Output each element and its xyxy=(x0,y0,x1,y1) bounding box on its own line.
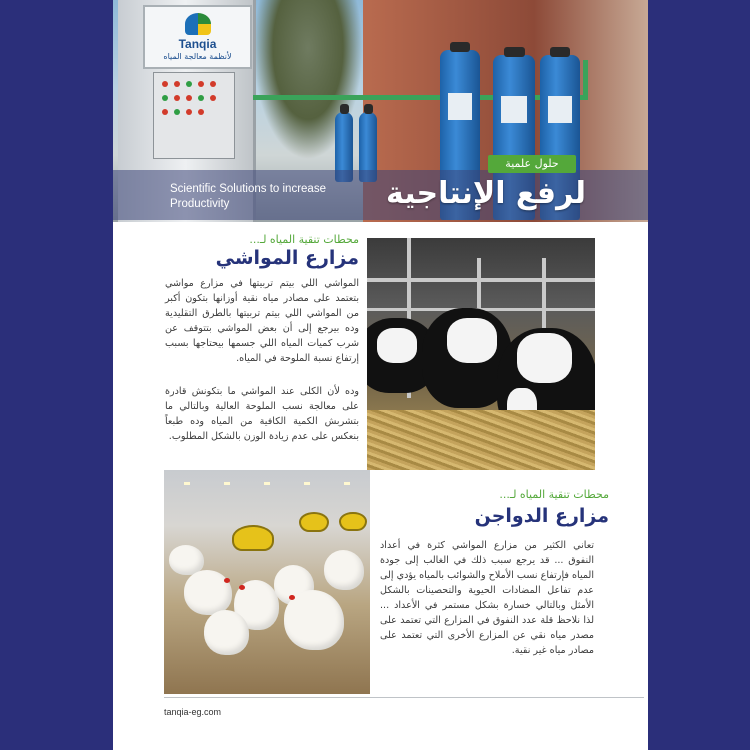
livestock-title: مزارع المواشي xyxy=(215,247,359,269)
logo-name: Tanqia xyxy=(178,37,217,51)
livestock-kicker: محطات تنقية المياه لـ... xyxy=(249,233,359,246)
tanqia-sign xyxy=(143,5,252,69)
tanqia-logo-icon xyxy=(185,13,211,35)
logo-subtitle: لأنظمة معالجة المياه xyxy=(163,52,232,61)
cows-photo xyxy=(367,238,595,470)
footer-divider xyxy=(164,697,644,698)
hero-photo xyxy=(113,0,648,222)
hero-english-subtitle: Scientific Solutions to increase Productivity xyxy=(170,183,326,210)
poultry-title: مزارع الدواجن xyxy=(474,505,609,527)
footer-url[interactable]: tanqia-eg.com xyxy=(164,707,222,717)
livestock-paragraph: المواشي اللي بيتم تربيتها في مزارع مواشي بتعتمد على مصادر مياه نقية أوزانها بتكون أكبر من المواشي اللي بيتم تربيتها بالطرق التقليدية وده بيرجع إلى أن بعض المواشي بتتوقف عن شرب كميات المياه اللي جسمها بيحتاجها بسبب إرتفاع نسبة الملوحة في المياه. xyxy=(165,278,359,364)
chickens-photo xyxy=(164,470,370,694)
green-pipe xyxy=(583,60,588,100)
control-panel xyxy=(153,72,235,159)
poultry-paragraph: تعاني الكثير من مزارع المواشي كثرة في أعداد النفوق ... قد يرجع سبب ذلك في الغالب إلى جودة المياه فإرتفاع نسب الأملاح والشوائب بالمياه يؤدي إلى عدم تفاعل المضادات الحيوية والتحصينات بالشكل الأمثل وبالتالي خسارة بشكل مستمر في الأعداد ... لذا نلاحظ قلة عدد النفوق في المزارع التي تعتمد على مصدر مياه نقي عن المزارع الأخرى التي تعتمد على مصادر مياه غير نقية. xyxy=(380,540,594,656)
magazine-page xyxy=(113,0,648,750)
section-tag: حلول علمية xyxy=(488,155,576,173)
livestock-paragraph: وده لأن الكلى عند المواشي ما بتكونش قادرة على معالجة نسب الملوحة العالية وبالتالي ما بتشربش الكمية الكافية من المياه وده طبعاً بنعكس على عدم زيادة الوزن بالشكل المطلوب. xyxy=(165,386,359,442)
poultry-kicker: محطات تنقية المياه لـ... xyxy=(499,488,609,501)
hero-headline: لرفع الإنتاجية xyxy=(386,176,586,211)
